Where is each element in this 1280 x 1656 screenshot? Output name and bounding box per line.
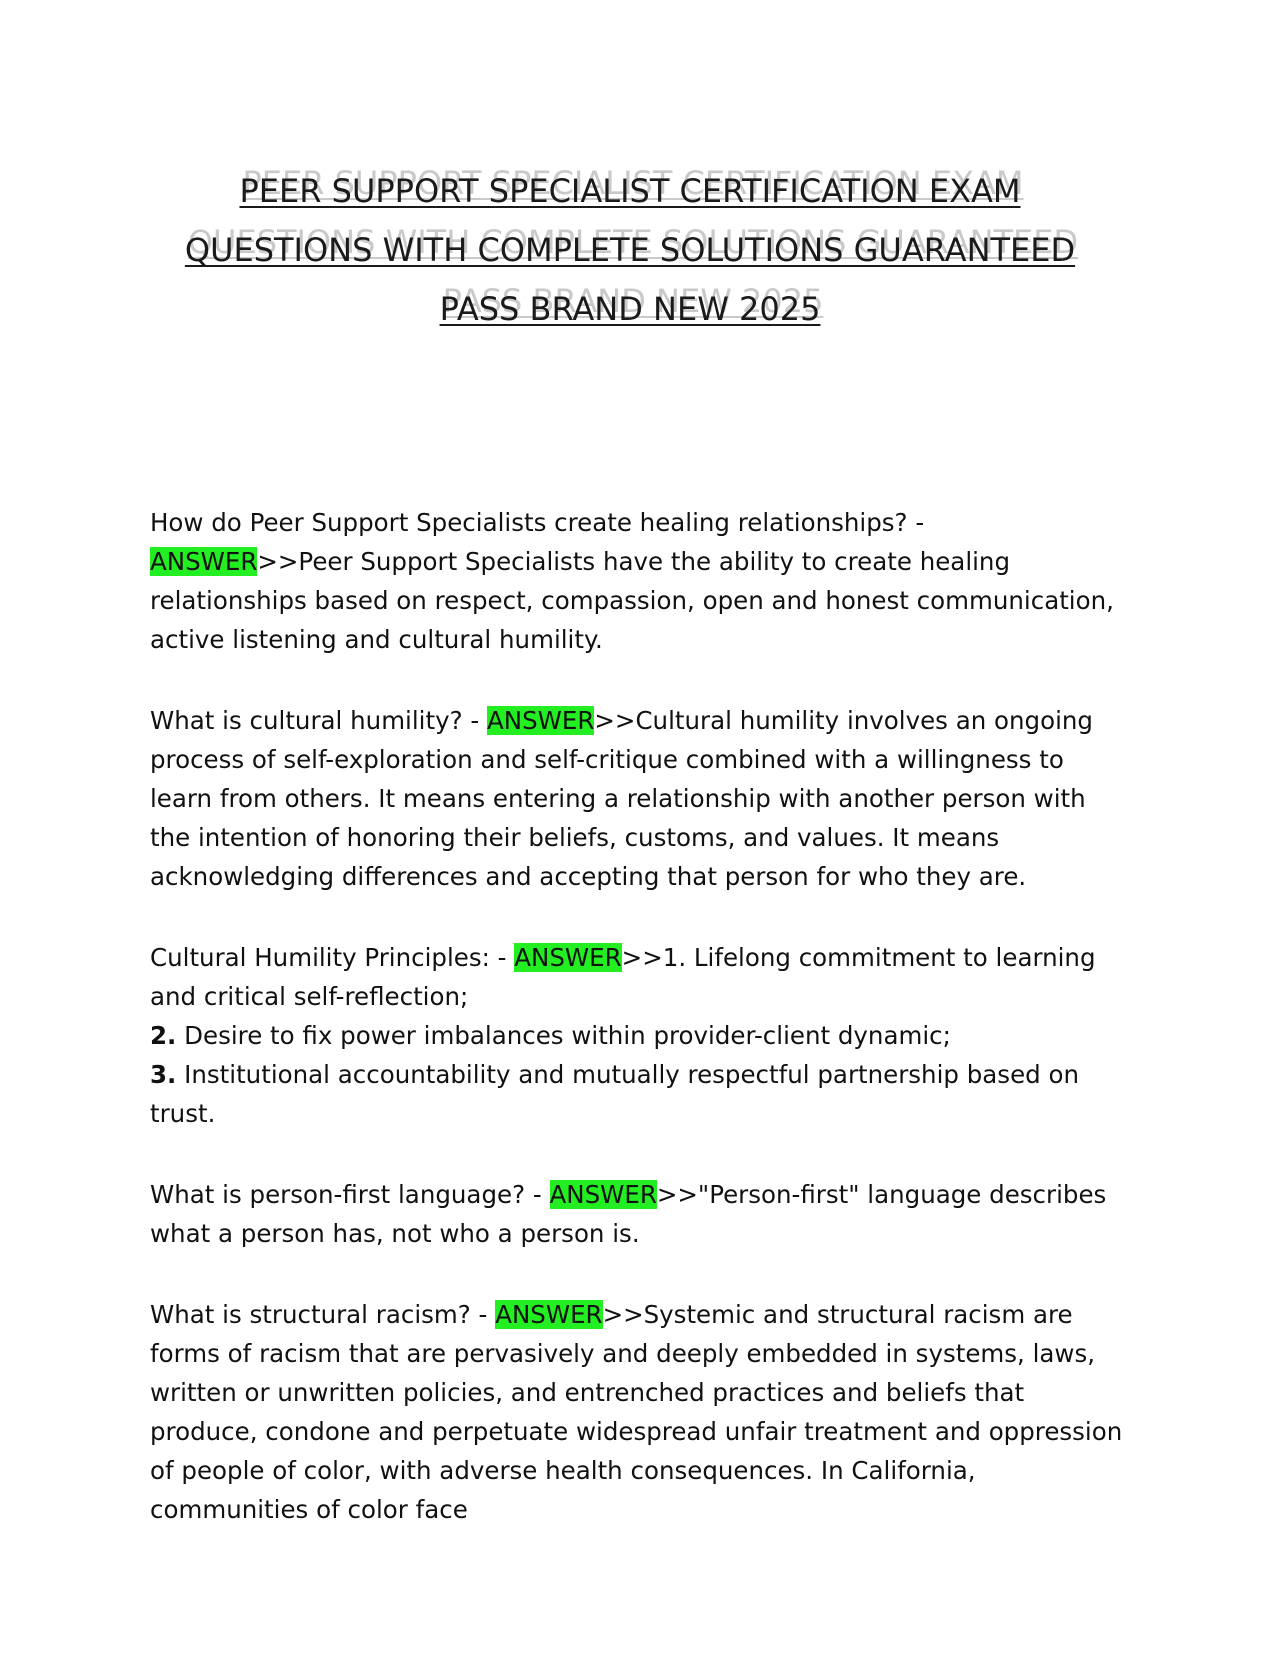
question-text: What is person-first language? -: [150, 1180, 550, 1209]
title-line-1: PEER SUPPORT SPECIALIST CERTIFICATION EXAM: [239, 172, 1021, 210]
question-text: Cultural Humility Principles: -: [150, 943, 515, 972]
answer-tag-highlight: ANSWER: [150, 547, 258, 576]
question-text: What is structural racism? -: [150, 1300, 496, 1329]
qa-item: [150, 938, 1130, 1133]
answer-tag-highlight: ANSWER: [514, 943, 622, 972]
item-number: 2.: [150, 1021, 177, 1050]
qa-paragraph: [150, 503, 1130, 659]
numbered-item: [150, 1055, 1130, 1133]
qa-list: [150, 503, 1130, 1571]
answer-text: >>Peer Support Specialists have the ability to create healing relationships based on respect, compassion, open and honest communication, active listening and cultural humility.: [150, 547, 1114, 654]
answer-tag-highlight: ANSWER: [487, 706, 595, 735]
qa-paragraph: [150, 1175, 1130, 1253]
item-text: Institutional accountability and mutually respectful partnership based on trust.: [150, 1060, 1079, 1128]
answer-tag-highlight: ANSWER: [495, 1300, 603, 1329]
qa-paragraph: [150, 938, 1130, 1016]
answer-text: >>Systemic and structural racism are forms of racism that are pervasively and deeply embedded in systems, laws, written or unwritten policies, and entrenched practices and beliefs that produce, condone and perpetuate widespread unfair treatment and oppression of people of color, with adverse health consequences. In California, communities of color face: [150, 1300, 1123, 1524]
question-text: What is cultural humility? -: [150, 706, 488, 735]
qa-item: [150, 1295, 1130, 1529]
document-title: [150, 162, 1110, 339]
answer-text: >>"Person-first" language describes what a person has, not who a person is.: [150, 1180, 1107, 1248]
answer-text: >>Cultural humility involves an ongoing process of self-exploration and self-critique combined with a willingness to learn from others. It means entering a relationship with another person with the intention of honoring their beliefs, customs, and values. It means acknowledging differences and accepting that person for who they are.: [150, 706, 1093, 891]
qa-item: [150, 1175, 1130, 1253]
qa-item: [150, 503, 1130, 659]
item-text: Desire to fix power imbalances within provider-client dynamic;: [176, 1021, 951, 1050]
question-text: How do Peer Support Specialists create healing relationships? -: [150, 508, 925, 537]
answer-tag-highlight: ANSWER: [549, 1180, 657, 1209]
item-number: 3.: [150, 1060, 177, 1089]
numbered-item: [150, 1016, 1130, 1055]
qa-paragraph: [150, 701, 1130, 896]
title-line-2: QUESTIONS WITH COMPLETE SOLUTIONS GUARANTEED: [184, 231, 1076, 269]
title-line-3: PASS BRAND NEW 2025: [439, 290, 821, 328]
qa-paragraph: [150, 1295, 1130, 1529]
answer-text: >>1. Lifelong commitment to learning and critical self-reflection;: [150, 943, 1096, 1011]
qa-item: [150, 701, 1130, 896]
